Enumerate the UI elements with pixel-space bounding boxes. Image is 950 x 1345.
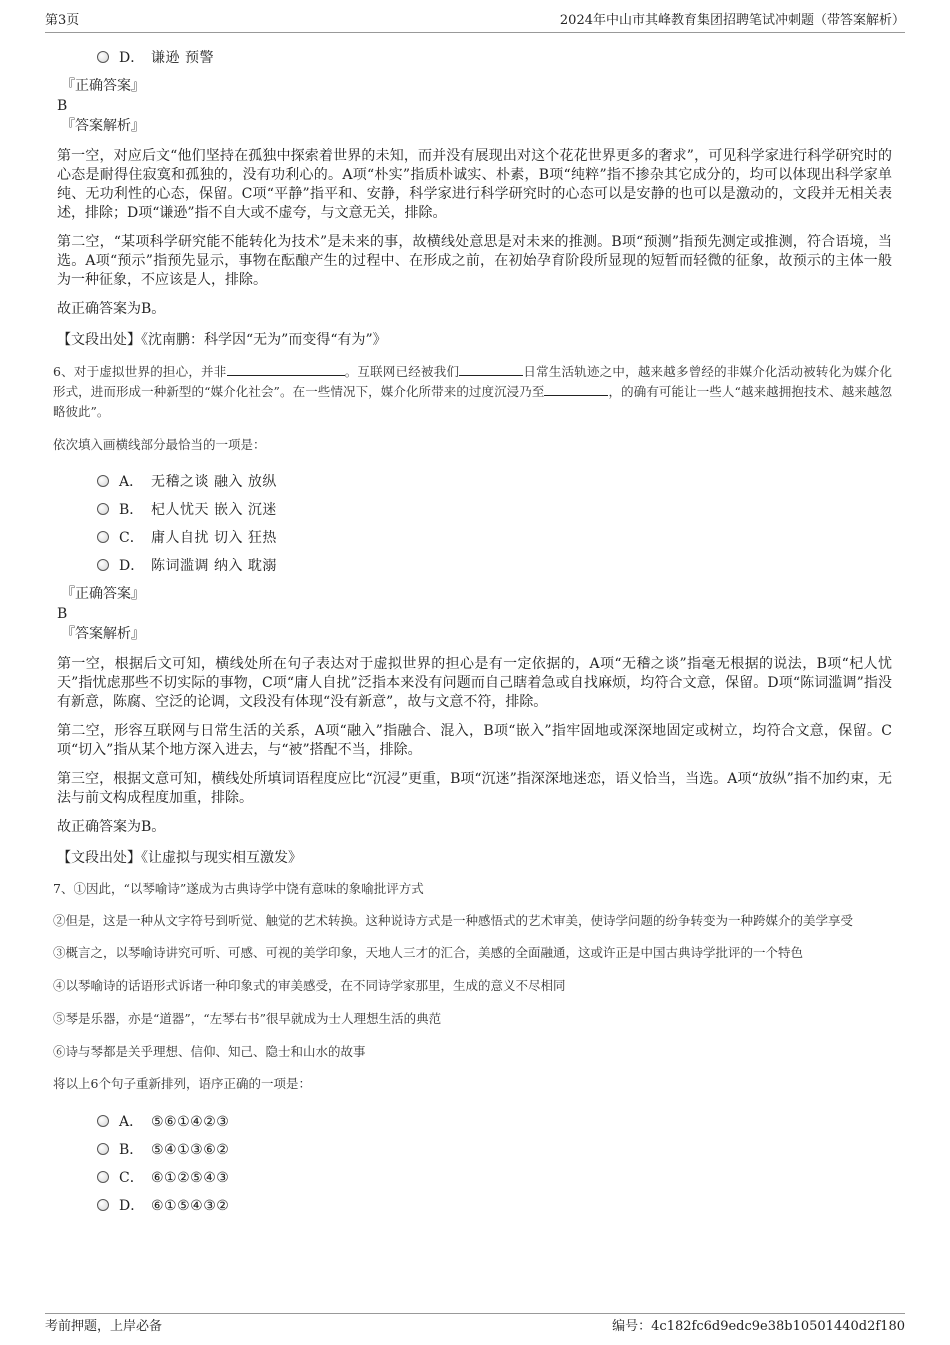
- answer-label: 『正确答案』: [61, 78, 145, 94]
- page-header: [45, 10, 905, 33]
- question-stem: 6、对于虚拟世界的担心，并非 。互联网已经被我们 日常生活轨迹之中，越来越多曾经的非媒介化活动被转化为媒介化形式，进而形成一种新型的“媒介化社会”。在一些情况下，媒介化所带来的过度沉浸乃至 ，的确有可能让一些人“越来越拥抱技术、越来越忽略彼此”。: [53, 364, 892, 419]
- sentence-2: ②但是，这是一种从文字符号到听觉、触觉的艺术转换。这种说诗方式是一种感悟式的艺术审美，使诗学问题的纷争转变为一种跨媒介的美学享受: [53, 913, 854, 928]
- analysis-conclusion: 故正确答案为B。: [57, 819, 166, 835]
- analysis-label: 『答案解析』: [61, 118, 145, 134]
- radio-icon[interactable]: [97, 503, 109, 515]
- source-citation: 【文段出处】《沈南鹏：科学因“无为”而变得“有为”》: [57, 332, 387, 348]
- radio-icon[interactable]: [97, 51, 109, 63]
- document-body: [53, 44, 892, 1220]
- sentence-1: 7、①因此，“以琴喻诗”遂成为古典诗学中饶有意味的象喻批评方式: [53, 881, 424, 896]
- q7-option-c[interactable]: C． ⑥①②⑤④③: [97, 1164, 892, 1192]
- answer-label: 『正确答案』: [61, 586, 145, 602]
- q6-options: [57, 468, 892, 580]
- footer-slogan: 考前押题，上岸必备: [45, 1319, 163, 1334]
- analysis-paragraph: 第二空，“某项科学研究能不能转化为技术”是未来的事，故横线处意思是对未来的推测。B项“预测”指预先测定或推测，符合语境，当选。A项“预示”指预先显示，事物在酝酿产生的过程中、在形成之前，在初始孕育阶段所显现的短暂而轻微的征象，故预示的主体一般为一种征象，不应该是人，排除。: [57, 234, 892, 288]
- q6-option-b[interactable]: B． 杞人忧天 嵌入 沉迷: [97, 496, 892, 524]
- sentence-6: ⑥诗与琴都是关乎理想、信仰、知己、隐士和山水的故事: [53, 1044, 366, 1059]
- answer-value: B: [57, 98, 68, 114]
- document-code: 编号：4c182fc6d9edc9e38b10501440d2f180: [612, 1319, 905, 1334]
- fill-blank: [459, 363, 523, 376]
- q7-option-b[interactable]: B． ⑤④①③⑥②: [97, 1136, 892, 1164]
- analysis-label: 『答案解析』: [61, 626, 145, 642]
- answer-value: B: [57, 606, 68, 622]
- radio-icon[interactable]: [97, 1171, 109, 1183]
- radio-icon[interactable]: [97, 531, 109, 543]
- source-citation: 【文段出处】《让虚拟与现实相互激发》: [57, 850, 302, 866]
- q7-options: [57, 1108, 892, 1220]
- radio-icon[interactable]: [97, 1199, 109, 1211]
- page-footer: [45, 1313, 905, 1338]
- sentence-4: ④以琴喻诗的话语形式诉诸一种印象式的审美感受，在不同诗学家那里，生成的意义不尽相同: [53, 978, 566, 993]
- sentence-5: ⑤琴是乐器，亦是“道器”，“左琴右书”很早就成为士人理想生活的典范: [53, 1011, 442, 1026]
- fill-blank: [544, 383, 608, 396]
- q6-option-d[interactable]: D． 陈词滥调 纳入 耽溺: [97, 552, 892, 580]
- analysis-paragraph: 第三空，根据文意可知，横线处所填词语程度应比“沉浸”更重，B项“沉迷”指深深地迷恋，语义恰当，当选。A项“放纵”指不加约束，无法与前文构成程度加重，排除。: [57, 771, 892, 806]
- radio-icon[interactable]: [97, 475, 109, 487]
- sentence-3: ③概言之，以琴喻诗讲究可听、可感、可视的美学印象，天地人三才的汇合，美感的全面融通，这或许正是中国古典诗学批评的一个特色: [53, 945, 804, 960]
- question-prompt: 依次填入画横线部分最恰当的一项是：: [53, 437, 266, 452]
- q5-option-d[interactable]: D． 谦逊 预警: [97, 44, 892, 72]
- q6-option-a[interactable]: A． 无稽之谈 融入 放纵: [97, 468, 892, 496]
- question-prompt: 将以上6个句子重新排列，语序正确的一项是：: [53, 1076, 311, 1091]
- radio-icon[interactable]: [97, 1115, 109, 1127]
- document-title: 2024年中山市其峰教育集团招聘笔试冲刺题（带答案解析）: [559, 13, 905, 28]
- q7-option-a[interactable]: A． ⑤⑥①④②③: [97, 1108, 892, 1136]
- analysis-paragraph: 第一空，根据后文可知，横线处所在句子表达对于虚拟世界的担心是有一定依据的，A项“无稽之谈”指毫无根据的说法，B项“杞人忧天”指忧虑那些不切实际的事物，C项“庸人自扰”泛指本来没有问题而自己瞎着急或自找麻烦，均符合文意，保留。D项“陈词滥调”指没有新意，陈腐、空泛的论调，文段没有体现“没有新意”，故与文意不符，排除。: [57, 656, 892, 710]
- radio-icon[interactable]: [97, 1143, 109, 1155]
- analysis-conclusion: 故正确答案为B。: [57, 301, 166, 317]
- analysis-paragraph: 第二空，形容互联网与日常生活的关系，A项“融入”指融合、混入，B项“嵌入”指牢固地或深深地固定或树立，均符合文意，保留。C项“切入”指从某个地方深入进去，与“被”搭配不当，排除。: [57, 723, 892, 758]
- q6-option-c[interactable]: C． 庸人自扰 切入 狂热: [97, 524, 892, 552]
- q7-option-d[interactable]: D． ⑥①⑤④③②: [97, 1192, 892, 1220]
- radio-icon[interactable]: [97, 559, 109, 571]
- analysis-paragraph: 第一空，对应后文“他们坚持在孤独中探索着世界的未知，而并没有展现出对这个花花世界更多的奢求”，可见科学家进行科学研究时的心态是耐得住寂寞和孤独的，没有功利心的。A项“朴实”指质朴诚实、朴素，B项“纯粹”指不掺杂其它成分的，均可以体现出科学家单纯、无功利性的心态，保留。C项“平静”指平和、安静，科学家进行科学研究时的心态可以是安静的也可以是激动的，文段并无相关表述，排除；D项“谦逊”指不自大或不虚夸，与文意无关，排除。: [57, 148, 892, 221]
- page-number: 第3页: [45, 13, 80, 28]
- fill-blank: [227, 363, 345, 376]
